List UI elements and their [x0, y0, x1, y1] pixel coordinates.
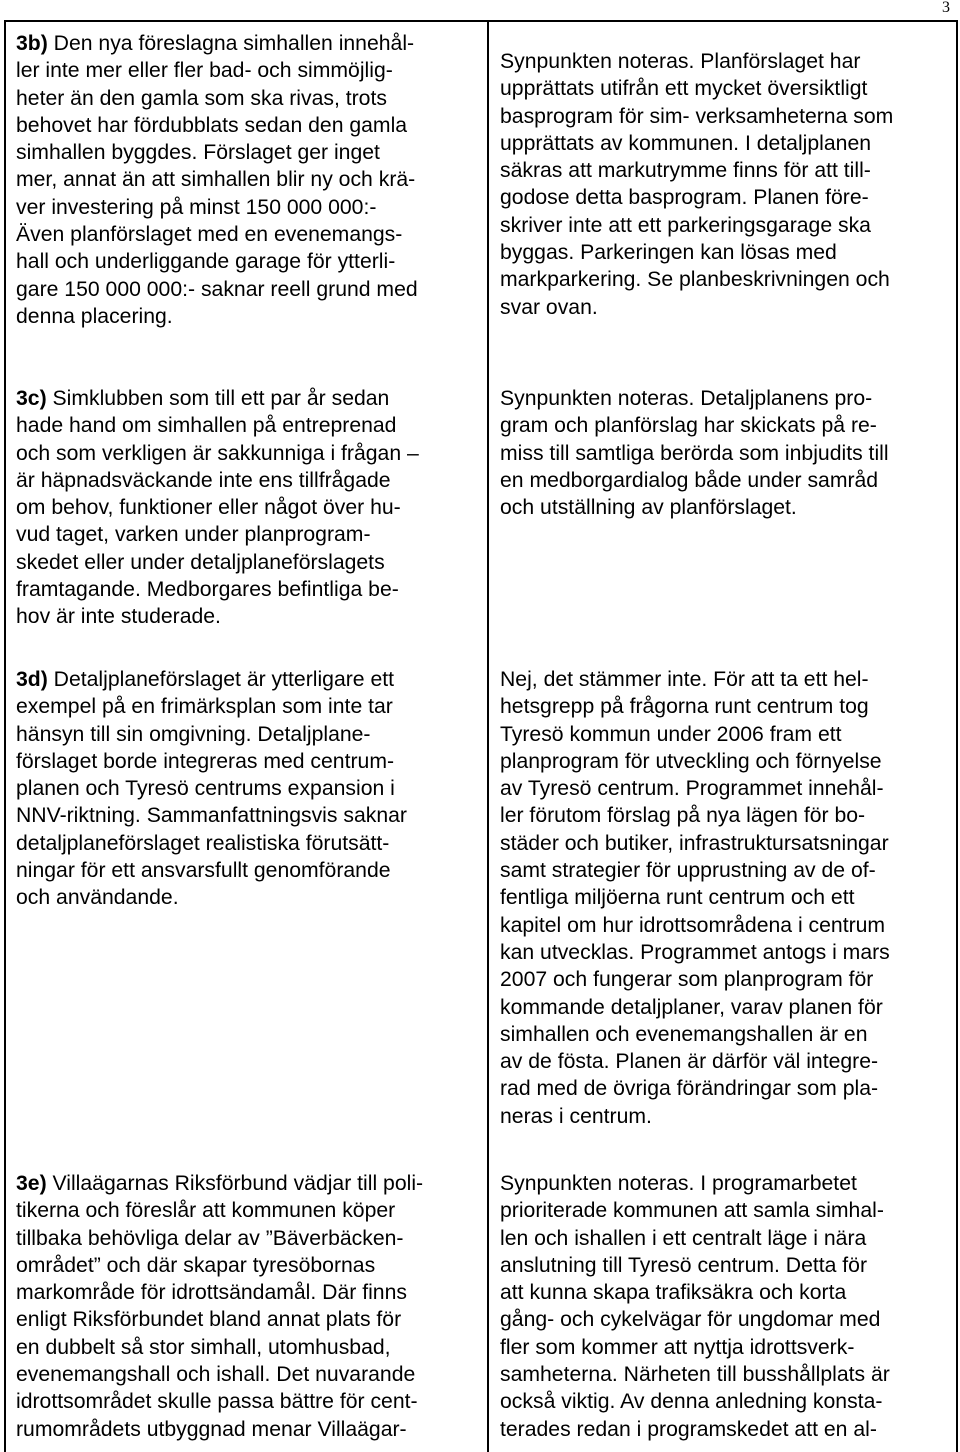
line-text: exempel på en frimärksplan som inte tar [16, 695, 393, 719]
response-line [500, 48, 893, 75]
response-3e [500, 1170, 890, 1443]
response-line [500, 939, 890, 966]
response-line [500, 184, 893, 211]
response-line [500, 1334, 890, 1361]
line-text: framtagande. Medborgares befintliga be- [16, 578, 399, 602]
response-line [500, 1388, 890, 1415]
line-text: fler som kommer att nyttja idrottsverk- [500, 1335, 855, 1359]
comment-line [16, 194, 418, 221]
comment-line [16, 775, 407, 802]
comment-line [16, 139, 418, 166]
comment-3b [16, 30, 418, 330]
comment-line [16, 248, 418, 275]
response-line [500, 802, 890, 829]
response-line [500, 884, 890, 911]
comment-line [16, 166, 418, 193]
comment-line [16, 221, 418, 248]
response-line [500, 1197, 890, 1224]
line-text: neras i centrum. [500, 1104, 652, 1128]
line-text: Detaljplaneförslaget är ytterligare ett [53, 668, 395, 691]
line-text: 2007 och fungerar som planprogram för [500, 968, 874, 992]
line-text: Även planförslaget med en evenemangs- [16, 223, 403, 247]
line-text: anslutning till Tyresö centrum. Detta för [500, 1253, 868, 1277]
comment-line [16, 303, 418, 330]
line-text: Synpunkten noteras. I programarbetet [500, 1172, 857, 1195]
comment-3c [16, 385, 419, 631]
line-text: och som verkligen är sakkunniga i frågan – [16, 441, 419, 465]
response-3c [500, 385, 889, 521]
comment-line [16, 549, 419, 576]
response-line [500, 1021, 890, 1048]
comment-line [16, 494, 419, 521]
comment-line [16, 603, 419, 630]
response-line [500, 1416, 890, 1443]
response-line [500, 385, 889, 412]
comment-line [16, 440, 419, 467]
comment-line [16, 1252, 423, 1279]
comment-line [16, 1361, 423, 1388]
line-text: miss till samtliga berörda som inbjudits till [500, 441, 889, 465]
response-line [500, 1306, 890, 1333]
line-text: NNV-riktning. Sammanfattningsvis saknar [16, 804, 407, 828]
line-text: gare 150 000 000:- saknar reell grund med [16, 277, 418, 301]
response-line [500, 212, 893, 239]
response-line [500, 830, 890, 857]
response-line [500, 239, 893, 266]
line-text: terades redan i programskedet att en al- [500, 1417, 877, 1441]
line-text: Den nya föreslagna simhallen innehål- [53, 32, 415, 55]
comment-line [16, 1225, 423, 1252]
line-text: rumområdets utbyggnad menar Villaägar- [16, 1417, 407, 1441]
response-line [500, 666, 890, 693]
response-line [500, 857, 890, 884]
line-text: Tyresö kommun under 2006 fram ett [500, 722, 842, 746]
comment-line [16, 721, 407, 748]
line-text: simhallen och evenemangshallen är en [500, 1022, 868, 1046]
line-text: tikerna och föreslår att kommunen köper [16, 1199, 396, 1223]
response-line [500, 966, 890, 993]
line-text: Synpunkten noteras. Detaljplanens pro- [500, 387, 873, 410]
line-text: området” och där skapar tyresöbornas [16, 1253, 376, 1277]
line-text: idrottsområdet skulle passa bättre för cent- [16, 1390, 418, 1414]
comment-line [16, 385, 419, 412]
line-text: mer, annat än att simhallen blir ny och krä- [16, 168, 416, 192]
comment-line [16, 276, 418, 303]
item-label: 3d) [16, 668, 48, 691]
line-text: gång- och cykelvägar för ungdomar med [500, 1308, 881, 1332]
column-divider [487, 20, 489, 1452]
response-line [500, 994, 890, 1021]
line-text: hänsyn till sin omgivning. Detaljplane- [16, 722, 371, 746]
line-text: kan utvecklas. Programmet antogs i mars [500, 940, 890, 964]
comment-line [16, 748, 407, 775]
response-line [500, 294, 893, 321]
response-line [500, 440, 889, 467]
comment-line [16, 1197, 423, 1224]
line-text: len och ishallen i ett centralt läge i nära [500, 1226, 867, 1250]
line-text: rad med de övriga förändringar som pla- [500, 1077, 879, 1101]
line-text: enligt Riksförbundet bland annat plats för [16, 1308, 402, 1332]
comment-3d [16, 666, 407, 912]
line-text: prioriterade kommunen att samla simhal- [500, 1199, 884, 1223]
response-line [500, 75, 893, 102]
response-3d [500, 666, 890, 1130]
line-text: kapitel om hur idrottsområdena i centrum [500, 913, 886, 937]
line-text: svar ovan. [500, 295, 598, 319]
response-line [500, 1048, 890, 1075]
comment-line [16, 57, 418, 84]
line-text: Nej, det stämmer inte. För att ta ett hel- [500, 668, 869, 691]
line-text: denna placering. [16, 304, 173, 328]
line-text: planprogram för utveckling och förnyelse [500, 749, 882, 773]
comment-line [16, 1306, 423, 1333]
comment-line [16, 576, 419, 603]
line-text: en dubbelt så stor simhall, utomhusbad, [16, 1335, 391, 1359]
item-label: 3e) [16, 1172, 47, 1195]
line-text: skedet eller under detaljplaneförslagets [16, 550, 385, 574]
item-label: 3b) [16, 32, 48, 55]
response-line [500, 1075, 890, 1102]
line-text: hov är inte studerade. [16, 605, 221, 629]
page-number: 3 [942, 0, 950, 16]
response-3b [500, 48, 893, 321]
response-line [500, 412, 889, 439]
response-line [500, 748, 890, 775]
line-text: behovet har fördubblats sedan den gamla [16, 113, 408, 137]
line-text: samheterna. Närheten till busshållplats är [500, 1363, 890, 1387]
comment-line [16, 1170, 423, 1197]
response-line [500, 157, 893, 184]
comment-line [16, 884, 407, 911]
line-text: planen och Tyresö centrums expansion i [16, 777, 395, 801]
line-text: också viktig. Av denna anledning konsta- [500, 1390, 883, 1414]
line-text: Simklubben som till ett par år sedan [52, 387, 390, 410]
response-line [500, 775, 890, 802]
comment-line [16, 1388, 423, 1415]
comment-line [16, 1334, 423, 1361]
line-text: av de fösta. Planen är därför väl integre- [500, 1050, 879, 1074]
line-text: och utställning av planförslaget. [500, 496, 797, 520]
comment-line [16, 412, 419, 439]
comment-line [16, 693, 407, 720]
response-line [500, 103, 893, 130]
line-text: ningar för ett ansvarsfullt genomförande [16, 859, 391, 883]
response-line [500, 721, 890, 748]
line-text: ler förutom förslag på nya lägen för bo- [500, 804, 866, 828]
line-text: skriver inte att ett parkeringsgarage ska [500, 213, 871, 237]
line-text: hetsgrepp på frågorna runt centrum tog [500, 695, 869, 719]
line-text: markparkering. Se planbeskrivningen och [500, 268, 890, 292]
line-text: kommande detaljplaner, varav planen för [500, 995, 883, 1019]
line-text: Synpunkten noteras. Planförslaget har [500, 50, 861, 73]
line-text: upprättats av kommunen. I detaljplanen [500, 131, 872, 155]
comment-line [16, 1416, 423, 1443]
comment-line [16, 30, 418, 57]
comment-line [16, 85, 418, 112]
line-text: evenemangshall och ishall. Det nuvarande [16, 1363, 416, 1387]
line-text: att kunna skapa trafiksäkra och korta [500, 1281, 847, 1305]
comment-line [16, 802, 407, 829]
response-line [500, 266, 893, 293]
line-text: heter än den gamla som ska rivas, trots [16, 86, 387, 110]
line-text: simhallen byggdes. Förslaget ger inget [16, 141, 380, 165]
comment-line [16, 666, 407, 693]
line-text: Villaägarnas Riksförbund vädjar till poli- [52, 1172, 424, 1195]
line-text: förslaget borde integreras med centrum- [16, 749, 395, 773]
line-text: en medborgardialog både under samråd [500, 468, 879, 492]
comment-3e [16, 1170, 423, 1443]
comment-line [16, 112, 418, 139]
comment-line [16, 521, 419, 548]
comment-line [16, 857, 407, 884]
response-line [500, 1361, 890, 1388]
line-text: hall och underliggande garage för ytterli- [16, 250, 396, 274]
response-line [500, 1103, 890, 1130]
response-line [500, 1252, 890, 1279]
comment-line [16, 467, 419, 494]
line-text: gram och planförslag har skickats på re- [500, 414, 877, 438]
comment-line [16, 830, 407, 857]
line-text: godose detta basprogram. Planen före- [500, 186, 869, 210]
line-text: hade hand om simhallen på entreprenad [16, 414, 397, 438]
response-line [500, 693, 890, 720]
response-line [500, 494, 889, 521]
line-text: markområde för idrottsändamål. Där finns [16, 1281, 407, 1305]
response-line [500, 1279, 890, 1306]
line-text: av Tyresö centrum. Programmet innehål- [500, 777, 884, 801]
comment-line [16, 1279, 423, 1306]
line-text: säkras att markutrymme finns för att till- [500, 159, 871, 183]
line-text: byggas. Parkeringen kan lösas med [500, 241, 837, 265]
line-text: är häpnadsväckande inte ens tillfrågade [16, 468, 391, 492]
response-line [500, 1170, 890, 1197]
line-text: om behov, funktioner eller något över hu- [16, 496, 401, 520]
response-line [500, 912, 890, 939]
response-line [500, 467, 889, 494]
line-text: basprogram för sim- verksamheterna som [500, 104, 894, 128]
line-text: samt strategier för upprustning av de of- [500, 859, 876, 883]
line-text: vud taget, varken under planprogram- [16, 523, 371, 547]
response-line [500, 1225, 890, 1252]
line-text: ver investering på minst 150 000 000:- [16, 195, 377, 219]
line-text: detaljplaneförslaget realistiska förutsätt- [16, 831, 390, 855]
line-text: fentliga miljöerna runt centrum och ett [500, 886, 855, 910]
response-line [500, 130, 893, 157]
line-text: tillbaka behövliga delar av ”Bäverbäcken- [16, 1226, 404, 1250]
item-label: 3c) [16, 387, 47, 410]
line-text: upprättats utifrån ett mycket översiktligt [500, 77, 868, 101]
line-text: städer och butiker, infrastruktursatsningar [500, 831, 889, 855]
line-text: ler inte mer eller fler bad- och simmöjlig- [16, 59, 393, 83]
line-text: och användande. [16, 886, 179, 910]
